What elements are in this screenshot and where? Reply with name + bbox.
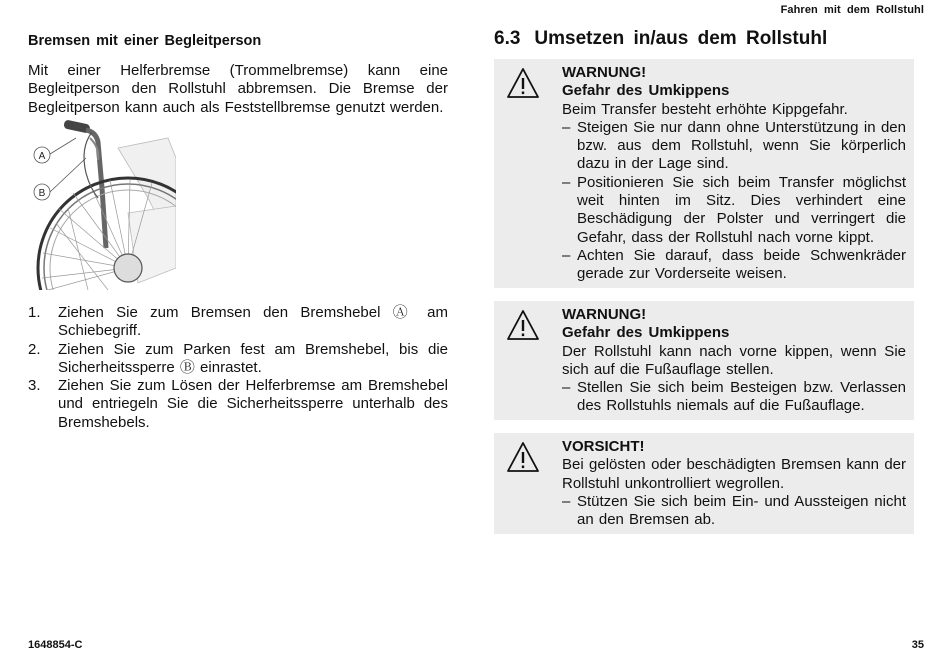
warning-triangle-icon — [506, 309, 540, 341]
section-number: 6.3 — [494, 28, 521, 49]
callout-b-label: B — [38, 188, 46, 199]
warning-title: WARNUNG! — [562, 306, 647, 323]
warning-bullets — [562, 379, 906, 416]
list-item — [562, 119, 906, 174]
dash-bullet: – — [562, 246, 571, 264]
callout-a-label: A — [38, 151, 46, 162]
dash-bullet: – — [562, 379, 571, 397]
step-text: Ziehen Sie zum Bremsen den Bremshebel Ⓐ am Schiebegriff. — [58, 304, 448, 340]
callout-b — [34, 184, 50, 200]
document-number: 1648854-C — [28, 639, 83, 651]
list-item — [28, 341, 448, 378]
list-item — [28, 377, 448, 432]
bullet-text: Steigen Sie nur dann ohne Unterstützung in den bzw. aus dem Rollstuhl, wenn Sie körperlich dazu in der Lage sind. — [577, 118, 906, 173]
warning-triangle-icon — [506, 67, 540, 99]
running-header: Fahren mit dem Rollstuhl — [780, 4, 924, 16]
section-title — [494, 28, 914, 50]
step-text: Ziehen Sie zum Parken fest am Bremshebel, bis die Sicherheitssperre Ⓑ einrastet. — [58, 340, 448, 376]
dash-bullet: – — [562, 118, 571, 136]
wheelchair-brake-figure — [28, 118, 176, 290]
list-item — [562, 379, 906, 416]
dash-bullet: – — [562, 173, 571, 191]
warning-text: Der Rollstuhl kann nach vorne kippen, wenn Sie sich auf die Fußauflage stellen. — [562, 342, 906, 378]
warning-box-transfer — [494, 59, 914, 288]
intro-paragraph: Mit einer Helferbremse (Trommelbremse) kann eine Begleitperson den Rollstuhl abbremsen. Die Bremse der Begleitperson kann auch als Feststellbremse genutzt werden. — [28, 62, 448, 116]
bullet-text: Stützen Sie sich beim Ein- und Aussteigen nicht an den Bremsen ab. — [577, 492, 906, 529]
list-item — [562, 493, 906, 530]
callout-a — [34, 147, 50, 163]
caution-box-brakes — [494, 433, 914, 534]
bullet-text: Positionieren Sie sich beim Transfer möglichst weit hinten im Sitz. Dies verhindert eine Beschädigung der Polster und verringert die Gefahr, dass der Rollstuhl nach vorne kippt. — [577, 173, 906, 246]
step-number: 1. — [28, 304, 41, 321]
warning-subtitle: Gefahr des Umkippens — [562, 82, 730, 100]
warning-bullets — [562, 119, 906, 284]
dash-bullet: – — [562, 492, 571, 510]
step-text: Ziehen Sie zum Lösen der Helferbremse am Bremshebel und entriegeln Sie die Sicherheitssperre unterhalb des Bremshebels. — [58, 377, 448, 431]
bullet-text: Achten Sie darauf, dass beide Schwenkräder gerade zur Vorderseite weisen. — [577, 246, 906, 283]
warning-box-footrest — [494, 301, 914, 420]
step-number: 2. — [28, 340, 41, 358]
caution-text: Bei gelösten oder beschädigten Bremsen kann der Rollstuhl unkontrolliert wegrollen. — [562, 456, 906, 492]
warning-subtitle: Gefahr des Umkippens — [562, 324, 730, 342]
brake-steps-list — [28, 304, 448, 432]
caution-bullets — [562, 493, 906, 530]
list-item — [562, 174, 906, 247]
bullet-text: Stellen Sie sich beim Besteigen bzw. Verlassen des Rollstuhls niemals auf die Fußauflage. — [577, 379, 906, 415]
caution-title: VORSICHT! — [562, 438, 645, 455]
section-title-text: Umsetzen in/aus dem Rollstuhl — [534, 28, 828, 49]
warning-title: WARNUNG! — [562, 64, 647, 81]
warning-triangle-icon — [506, 441, 540, 473]
warning-text: Beim Transfer besteht erhöhte Kippgefahr. — [562, 100, 848, 118]
right-column — [494, 28, 914, 50]
list-item — [562, 247, 906, 284]
left-column — [28, 30, 448, 117]
subheading: Bremsen mit einer Begleitperson — [28, 33, 262, 49]
step-number: 3. — [28, 377, 41, 395]
list-item — [28, 304, 448, 341]
page-number: 35 — [911, 639, 924, 651]
